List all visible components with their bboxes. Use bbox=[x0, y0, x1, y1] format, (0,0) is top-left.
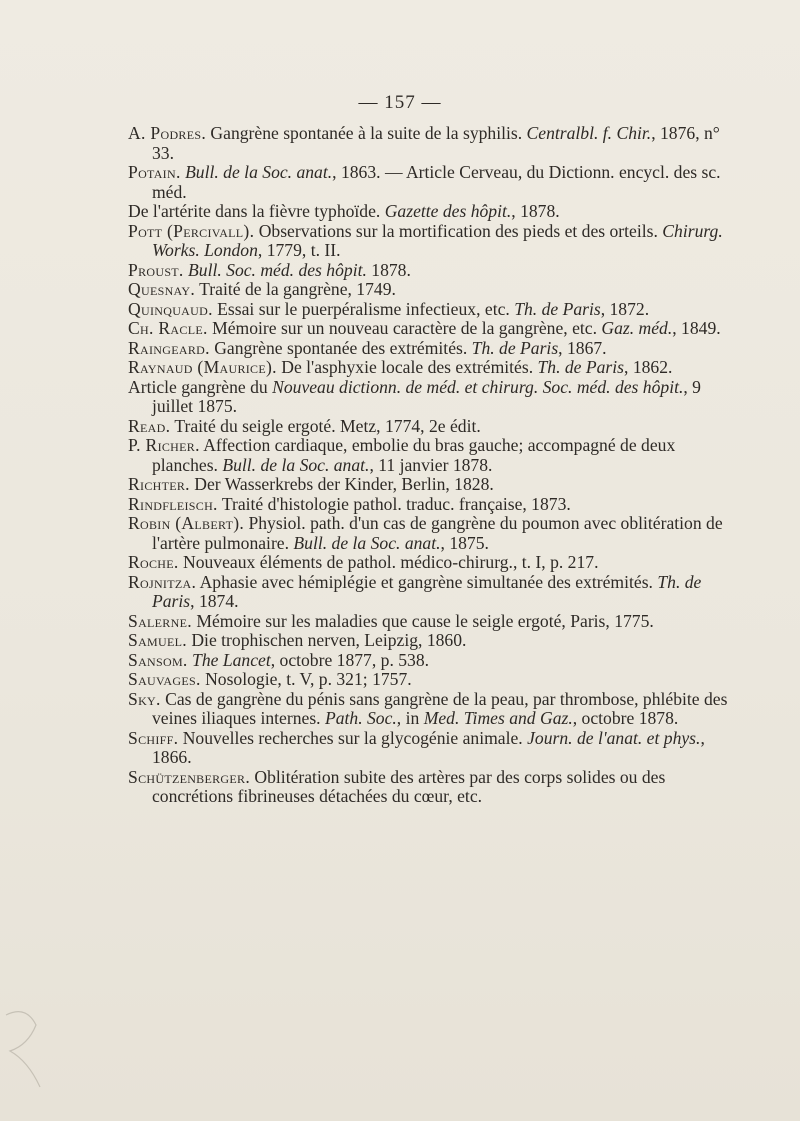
bibliography-entry bbox=[128, 300, 740, 320]
page-number: — 157 — bbox=[358, 92, 442, 113]
bibliography-entry bbox=[128, 124, 740, 163]
entry-journal: Bull. Soc. méd. des hôpit. bbox=[188, 259, 367, 280]
entry-journal: Path. Soc. bbox=[324, 708, 397, 728]
entry-text: Aphasie avec hémiplégie et gangrène simultanée des extrémités. bbox=[196, 571, 658, 592]
entry-author: P. Richer. bbox=[128, 435, 200, 455]
entry-text: Affection cardiaque, embolie du bras gauche; accompagné de deux planches. bbox=[152, 435, 676, 475]
entry-text: Mémoire sur un nouveau caractère de la gangrène, etc. bbox=[207, 318, 602, 338]
bibliography-entry bbox=[128, 358, 740, 378]
bibliography-entry bbox=[128, 280, 740, 300]
bibliography-entry bbox=[128, 222, 740, 261]
entry-author: Raynaud (Maurice). bbox=[128, 357, 277, 377]
bibliography-entry bbox=[128, 475, 740, 495]
entry-journal: Gaz. méd. bbox=[601, 318, 673, 338]
entry-journal: Med. Times and Gaz. bbox=[423, 708, 573, 728]
entry-author: Quinquaud. bbox=[128, 298, 213, 319]
entry-text: Article gangrène du bbox=[128, 376, 273, 397]
entry-journal: Nouveau dictionn. de méd. et chirurg. Soc. méd. des hôpit. bbox=[272, 376, 684, 397]
entry-tail: , 1862. bbox=[624, 357, 673, 377]
bibliography-entry bbox=[128, 690, 740, 729]
entry-author: Quesnay. bbox=[128, 279, 196, 299]
entry-journal: Th. de Paris bbox=[471, 337, 559, 358]
entry-tail: , 1863. — Article Cerveau, du Dictionn. encycl. des sc. méd. bbox=[152, 162, 721, 202]
entry-journal: Th. de Paris bbox=[514, 298, 601, 319]
entry-author: Roche. bbox=[128, 552, 179, 572]
entry-tail: , 1878. bbox=[511, 201, 560, 221]
entry-tail: 1878. bbox=[366, 259, 411, 280]
entry-journal: Bull. de la Soc. anat. bbox=[293, 532, 441, 553]
entry-tail: , octobre 1878. bbox=[572, 708, 679, 728]
entry-journal: Chirurg. Works. London bbox=[152, 220, 723, 260]
entry-tail: , 1872. bbox=[600, 298, 650, 319]
entry-journal: The Lancet bbox=[192, 649, 271, 670]
entry-text: Gangrène spontanée à la suite de la syphilis. bbox=[206, 123, 527, 143]
bibliography-entry bbox=[128, 339, 740, 359]
entry-author: Sansom. bbox=[128, 649, 188, 670]
bibliography-entry bbox=[128, 436, 740, 475]
entry-author: Ch. Racle. bbox=[128, 318, 208, 338]
bibliography-entry bbox=[128, 163, 740, 202]
entry-text: Essai sur le puerpéralisme infectieux, etc. bbox=[212, 298, 515, 319]
bibliography-entry bbox=[128, 768, 740, 807]
entry-tail: , 11 janvier 1878. bbox=[369, 454, 493, 475]
entry-text: Traité de la gangrène, 1749. bbox=[195, 279, 396, 299]
entry-text: Cas de gangrène du pénis sans gangrène de la peau, par thrombose, phlébite des veines iliaques internes. bbox=[152, 688, 728, 728]
entry-tail: , 1876, n° 33. bbox=[152, 123, 720, 163]
entry-text: Der Wasserkrebs der Kinder, Berlin, 1828. bbox=[189, 474, 494, 494]
bibliography-entry bbox=[128, 651, 740, 671]
bibliography-list bbox=[128, 124, 740, 807]
entry-author: Samuel. bbox=[128, 630, 187, 650]
entry-text: Die trophischen nerven, Leipzig, 1860. bbox=[186, 630, 467, 650]
entry-text: Nouvelles recherches sur la glycogénie animale. bbox=[178, 727, 528, 748]
bibliography-entry bbox=[128, 514, 740, 553]
entry-journal: Bull. de la Soc. anat. bbox=[185, 162, 333, 182]
bibliography-entry bbox=[128, 612, 740, 632]
bibliography-entry bbox=[128, 319, 740, 339]
entry-author: Richter. bbox=[128, 474, 190, 494]
entry-text: Traité du seigle ergoté. Metz, 1774, 2e édit. bbox=[170, 415, 481, 436]
entry-author: Rojnitza. bbox=[128, 571, 197, 592]
entry-tail: , 1874. bbox=[190, 591, 239, 611]
bibliography-entry bbox=[128, 495, 740, 515]
bibliography-entry bbox=[128, 378, 740, 417]
entry-text: Gangrène spontanée des extrémités. bbox=[209, 337, 472, 358]
entry-text: Physiol. path. d'un cas de gangrène du poumon avec oblitération de l'artère pulmonaire. bbox=[152, 513, 723, 553]
entry-text: Mémoire sur les maladies que cause le seigle ergoté, Paris, 1775. bbox=[191, 610, 654, 631]
entry-text: Nosologie, t. V, p. 321; 1757. bbox=[200, 669, 412, 689]
entry-author: Salerne. bbox=[128, 610, 192, 631]
entry-tail: , 9 juillet 1875. bbox=[152, 376, 701, 416]
entry-author: Potain. bbox=[128, 162, 181, 182]
entry-text: De l'artérite dans la fièvre typhoïde. bbox=[128, 201, 385, 221]
entry-tail: , in bbox=[396, 708, 424, 728]
entry-tail: , 1779, t. II. bbox=[257, 240, 341, 260]
entry-text: Nouveaux éléments de pathol. médico-chirurg., t. I, p. 217. bbox=[178, 552, 599, 572]
entry-author: Sauvages. bbox=[128, 669, 201, 689]
entry-text: De l'asphyxie locale des extrémités. bbox=[276, 357, 538, 377]
entry-journal: Gazette des hôpit. bbox=[384, 201, 512, 221]
entry-author: Pott (Percivall). bbox=[128, 220, 255, 241]
entry-author: Schützenberger. bbox=[128, 766, 251, 787]
bibliography-entry bbox=[128, 573, 740, 612]
entry-author: A. Podres. bbox=[128, 123, 207, 143]
entry-author: Robin (Albert). bbox=[128, 513, 245, 533]
entry-author: Raingeard. bbox=[128, 337, 210, 358]
entry-tail: , 1867. bbox=[558, 337, 607, 358]
entry-author: Read. bbox=[128, 415, 171, 436]
bibliography-entry bbox=[128, 670, 740, 690]
margin-stain-mark bbox=[0, 975, 58, 1095]
entry-journal: Bull. de la Soc. anat. bbox=[222, 454, 370, 475]
bibliography-entry bbox=[128, 417, 740, 437]
entry-tail: , 1849. bbox=[672, 318, 721, 338]
entry-tail: , 1866. bbox=[152, 727, 705, 767]
entry-journal: Th. de Paris bbox=[152, 571, 702, 611]
entry-journal: Journ. de l'anat. et phys. bbox=[527, 727, 701, 748]
entry-journal: Centralbl. f. Chir. bbox=[526, 123, 652, 143]
bibliography-entry bbox=[128, 729, 740, 768]
entry-author: Rindfleisch. bbox=[128, 493, 218, 514]
entry-text: Traité d'histologie pathol. traduc. française, 1873. bbox=[217, 493, 571, 514]
entry-text: Observations sur la mortification des pieds et des orteils. bbox=[254, 220, 663, 241]
bibliography-entry bbox=[128, 553, 740, 573]
entry-tail: , octobre 1877, p. 538. bbox=[270, 649, 430, 670]
entry-author: Proust. bbox=[128, 259, 184, 280]
entry-text: Oblitération subite des artères par des corps solides ou des concrétions fibrineuses détachées du cœur, etc. bbox=[152, 766, 666, 806]
entry-author: Sky. bbox=[128, 688, 161, 709]
entry-author: Schiff. bbox=[128, 727, 179, 748]
entry-tail: , 1875. bbox=[440, 532, 489, 553]
entry-journal: Th. de Paris bbox=[537, 357, 625, 377]
bibliography-entry bbox=[128, 631, 740, 651]
bibliography-entry bbox=[128, 202, 740, 222]
bibliography-entry bbox=[128, 261, 740, 281]
